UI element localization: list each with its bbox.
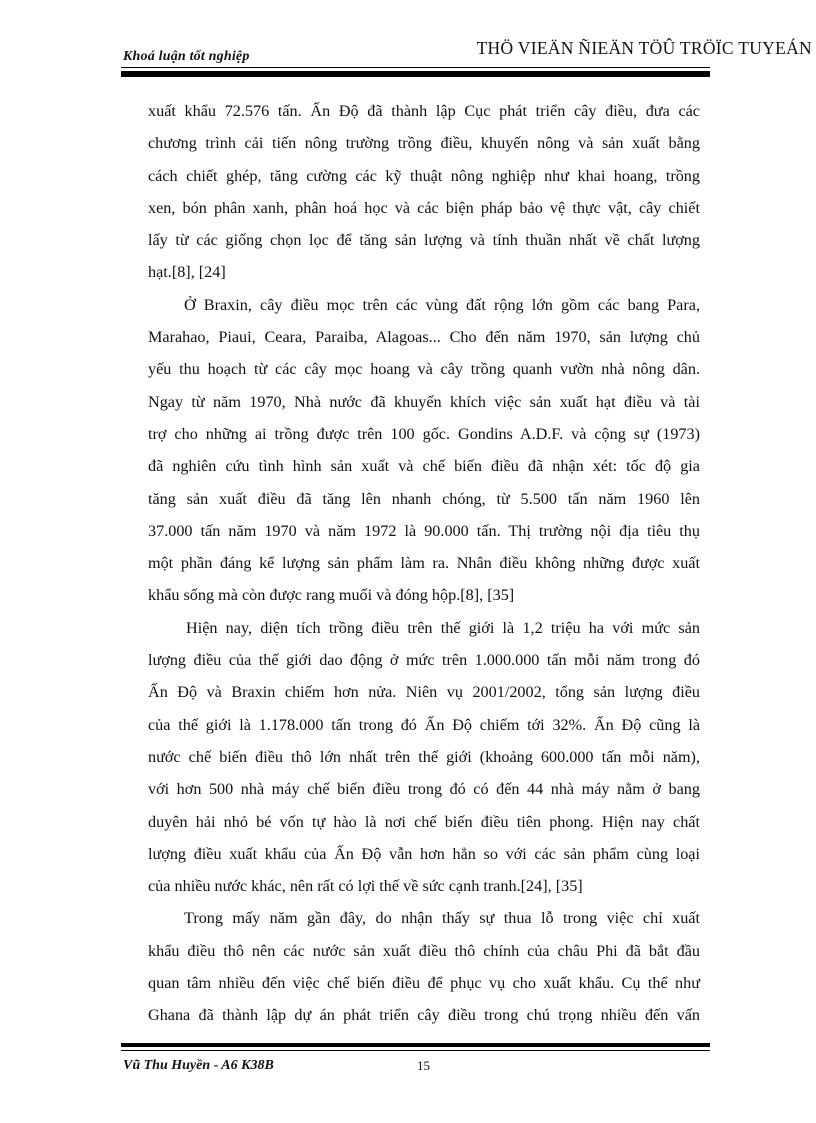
text-line: hạt.[8], [24] bbox=[148, 263, 226, 282]
paragraph bbox=[148, 612, 700, 903]
text-line: với hơn 500 nhà máy chế biến điều trong đó có đến 44 nhà máy nằm ở bang bbox=[148, 780, 700, 799]
text-line: quan tâm nhiều đến việc chế biến điều để phục vụ cho xuất khẩu. Cụ thể như bbox=[148, 974, 700, 993]
footer-author: Vũ Thu Huyền - A6 K38B bbox=[123, 1058, 274, 1073]
text-line: Marahao, Piaui, Ceara, Paraiba, Alagoas... Cho đến năm 1970, sản lượng chủ bbox=[148, 328, 700, 347]
body-text bbox=[148, 95, 700, 1032]
text-line: khẩu sống mà còn được rang muối và đóng hộp.[8], [35] bbox=[148, 586, 515, 605]
footer-rule-thick bbox=[121, 1043, 710, 1047]
page-number: 15 bbox=[417, 1058, 430, 1073]
text-line: chương trình cải tiến nông trường trồng điều, khuyến nông và sản xuất bằng bbox=[148, 134, 700, 153]
text-line: của nhiều nước khác, nên rất có lợi thế về sức cạnh tranh.[24], [35] bbox=[148, 877, 583, 896]
text-line: xen, bón phân xanh, phân hoá học và các biện pháp bảo vệ thực vật, cây chiết bbox=[148, 198, 700, 217]
text-line: Ngay từ năm 1970, Nhà nước đã khuyến khích việc sản xuất hạt điều và tài bbox=[148, 392, 700, 411]
text-line: lượng điều xuất khẩu của Ấn Độ vẫn hơn hẳn so với các sản phẩm cùng loại bbox=[148, 844, 700, 863]
text-line: Trong mấy năm gần đây, do nhận thấy sự thua lỗ trong việc chỉ xuất bbox=[184, 909, 700, 928]
header-rule-thin bbox=[121, 67, 710, 68]
text-line: tăng sản xuất điều đã tăng lên nhanh chóng, từ 5.500 tấn năm 1960 lên bbox=[148, 489, 700, 508]
text-line: Ghana đã thành lập dự án phát triển cây điều trong chú trọng nhiều đến vấn bbox=[148, 1006, 700, 1025]
header-title: Khoá luận tốt nghiệp bbox=[123, 49, 250, 64]
footer-rule-thin bbox=[121, 1050, 710, 1051]
header-library-title: THÖ VIEÄN ÑIEÄN TÖÛ TRÖÏC TUYEÁN bbox=[476, 38, 812, 58]
text-line: Hiện nay, diện tích trồng điều trên thế giới là 1,2 triệu ha với mức sản bbox=[186, 618, 700, 637]
text-line: một phần đáng kể lượng sản phẩm làm ra. Nhân điều không những được xuất bbox=[148, 554, 700, 573]
text-line: cách chiết ghép, tăng cường các kỹ thuật nông nghiệp như khai hoang, trồng bbox=[148, 166, 700, 185]
header-rule-thick bbox=[121, 71, 710, 77]
text-line: Ấn Độ và Braxin chiếm hơn nửa. Niên vụ 2001/2002, tổng sản lượng điều bbox=[148, 683, 700, 702]
text-line: 37.000 tấn năm 1970 và năm 1972 là 90.000 tấn. Thị trường nội địa tiêu thụ bbox=[148, 521, 700, 540]
text-line: yếu thu hoạch từ các cây mọc hoang và cây trồng quanh vườn nhà nông dân. bbox=[148, 360, 700, 379]
text-line: xuất khẩu 72.576 tấn. Ấn Độ đã thành lập Cục phát triển cây điều, đưa các bbox=[148, 102, 700, 120]
text-line: khẩu điều thô nên các nước sản xuất điều thô chính của châu Phi đã bắt đầu bbox=[148, 941, 700, 960]
text-line: lượng điều của thế giới dao động ở mức trên 1.000.000 tấn mỗi năm trong đó bbox=[148, 651, 700, 670]
text-line: lấy từ các giống chọn lọc để tăng sản lượng và tính thuần nhất về chất lượng bbox=[148, 231, 700, 250]
text-line: của thế giới là 1.178.000 tấn trong đó Ấn Độ chiếm tới 32%. Ấn Độ cũng là bbox=[148, 715, 700, 734]
paragraph bbox=[148, 95, 700, 289]
text-line: duyên hải nhỏ bé vốn tự hào là nơi chế biến điều tiên phong. Hiện nay chất bbox=[148, 812, 700, 831]
paragraph bbox=[148, 289, 700, 612]
text-line: nước chế biến điều thô lớn nhất trên thế giới (khoảng 600.000 tấn mỗi năm), bbox=[148, 747, 700, 766]
text-line: trợ cho những ai trồng được trên 100 gốc. Gondins A.D.F. và cộng sự (1973) bbox=[148, 424, 700, 443]
text-line: Ở Braxin, cây điều mọc trên các vùng đất rộng lớn gồm các bang Para, bbox=[184, 295, 700, 314]
paragraph bbox=[148, 902, 700, 1031]
text-line: đã nghiên cứu tình hình sản xuất và chế biến điều đã nhận xét: tốc độ gia bbox=[148, 457, 700, 476]
